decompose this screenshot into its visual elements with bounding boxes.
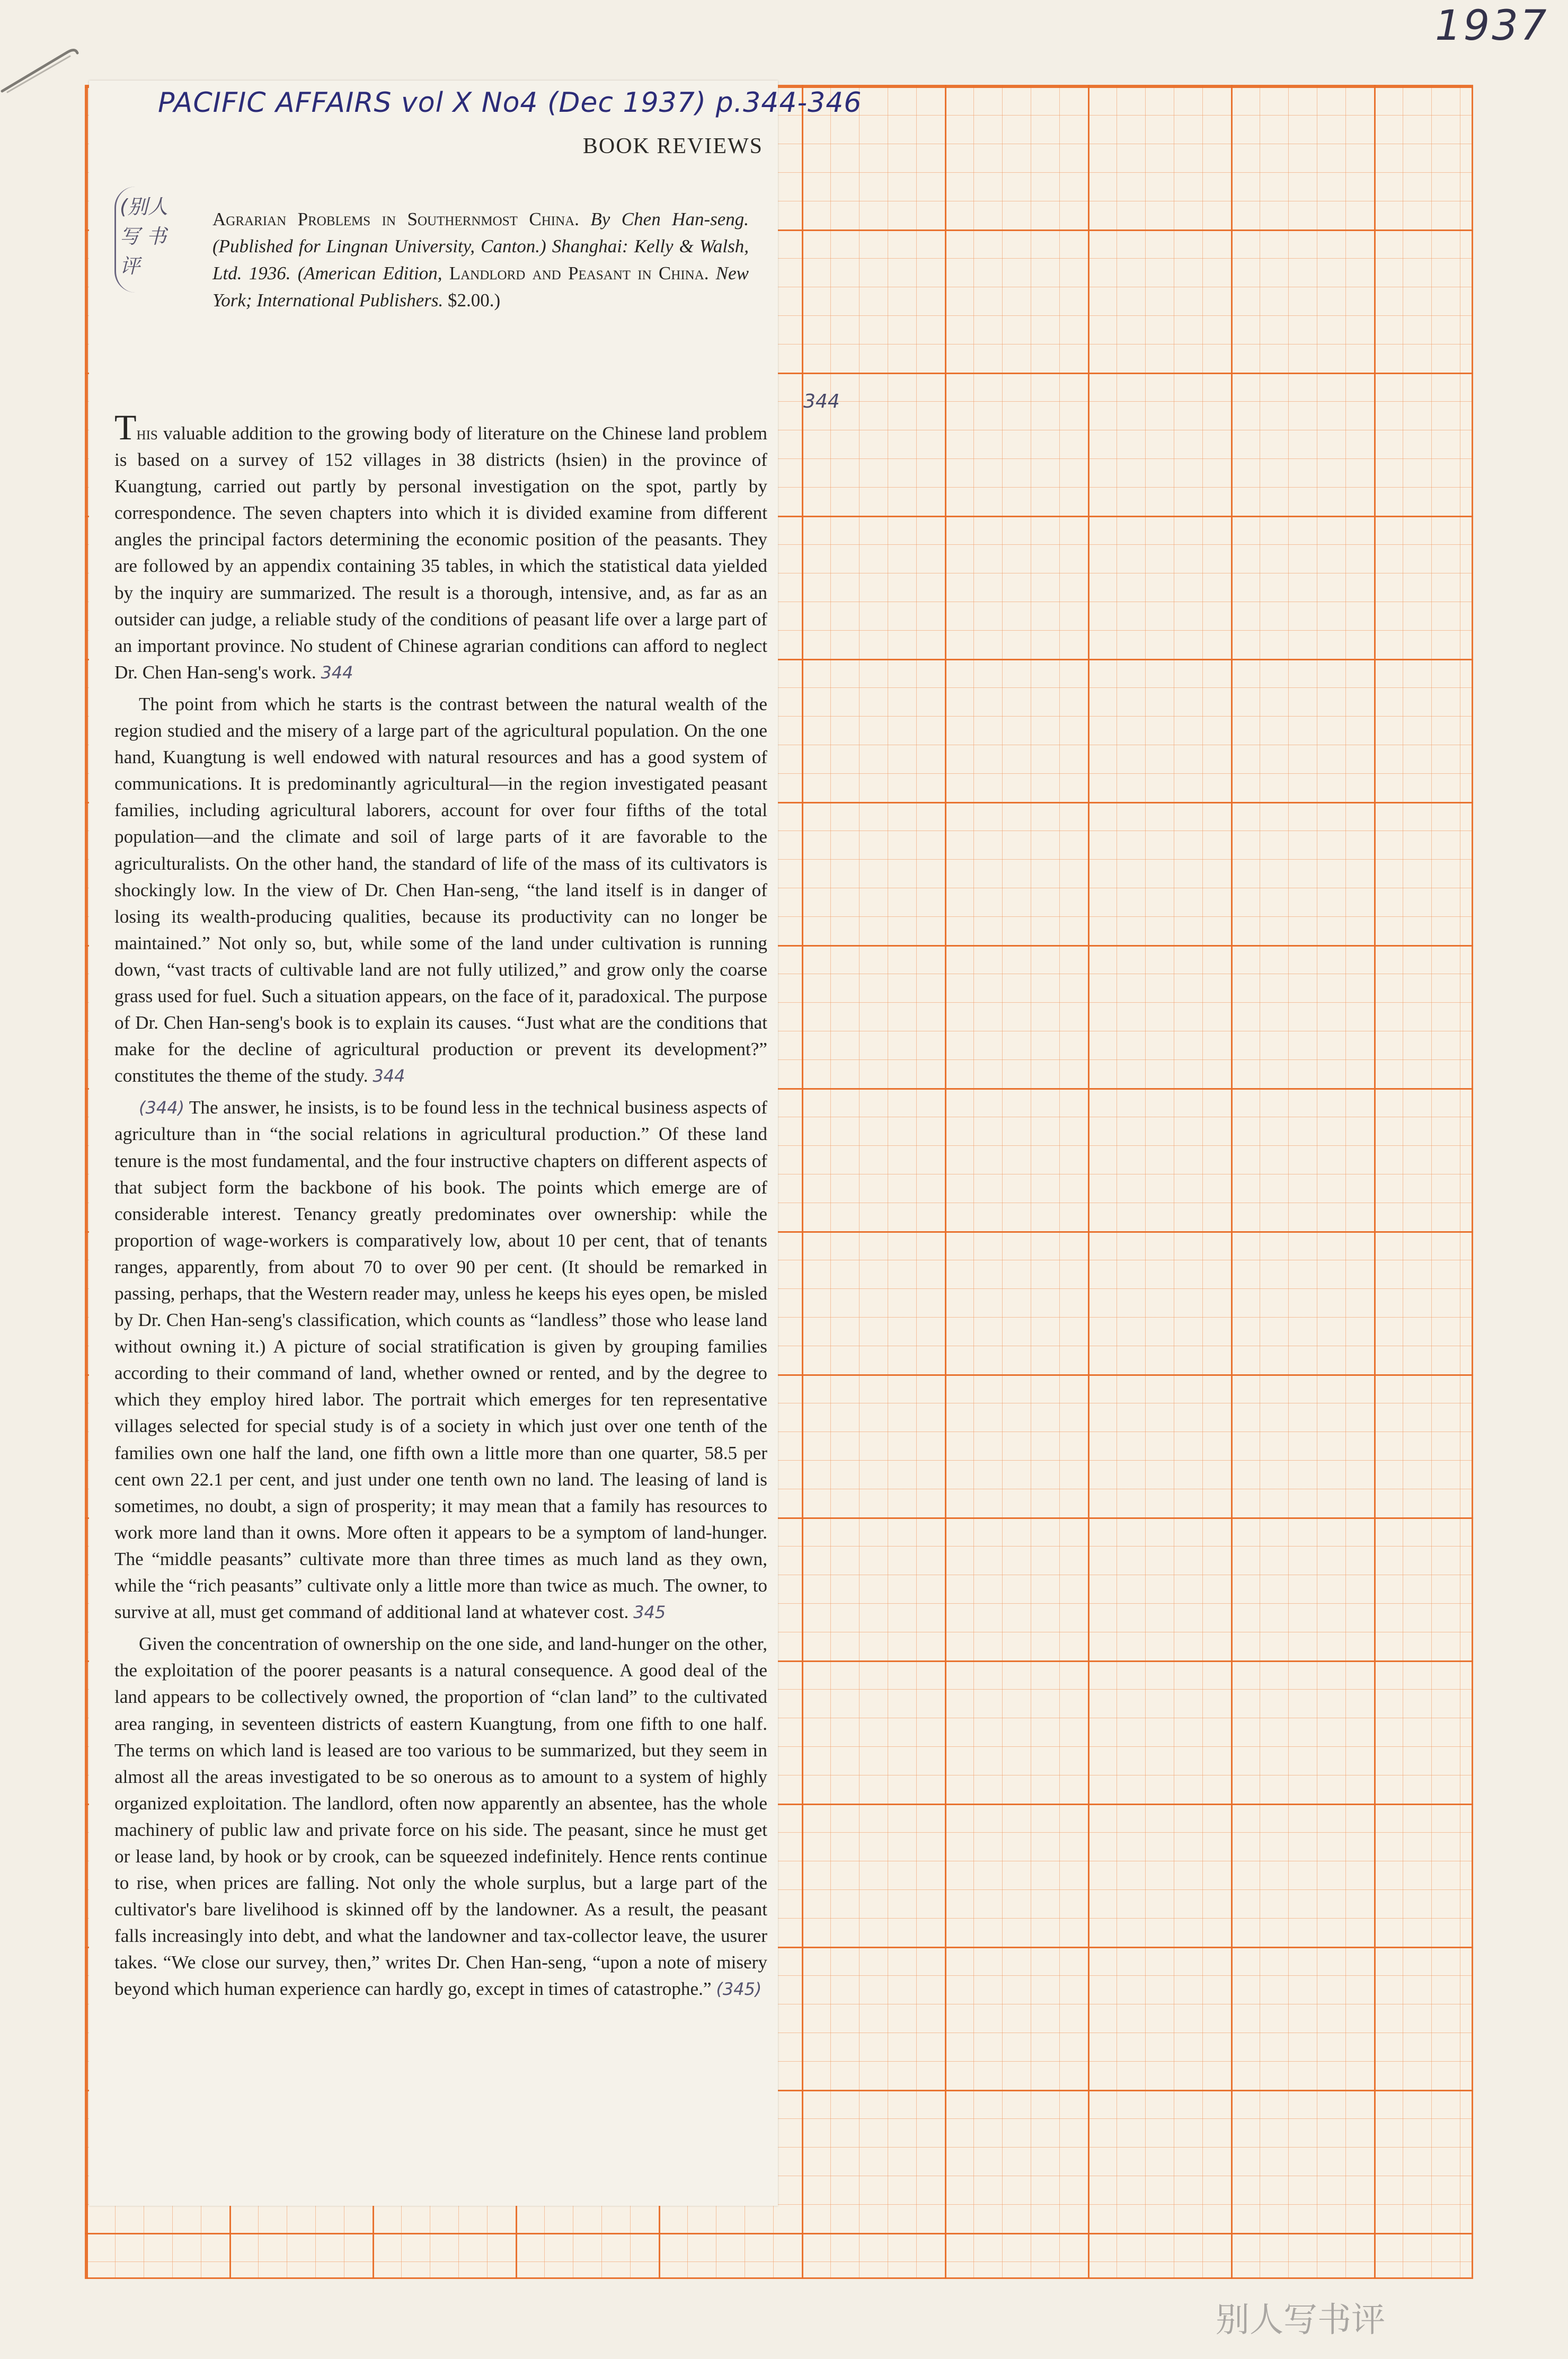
paragraph-4 — [114, 1631, 767, 2002]
section-title: BOOK REVIEWS — [582, 134, 763, 158]
book-title: Agrarian Problems in Southernmost China. — [212, 209, 579, 229]
bottom-note: 别人写书评 — [1216, 2301, 1385, 2340]
book-citation — [212, 206, 749, 314]
book-price: $2.00.) — [448, 290, 501, 311]
paperclip-icon — [0, 47, 79, 94]
margin-page-note: (344) — [139, 1098, 185, 1118]
citation-note: PACIFIC AFFAIRS vol X No4 (Dec 1937) p.344-346 — [158, 87, 862, 119]
lead-word: his — [136, 423, 158, 444]
clipping — [89, 81, 862, 2206]
paragraph-3 — [114, 1094, 767, 1625]
paragraph-text: valuable addition to the growing body of literature on the Chinese land problem is based on a survey of 152 villages in 38 districts (hsien) in the province of Kuangtung, carried out partly by personal investigation on the spot, partly by correspondence. The seven chapters into which it is divided examine from different angles the principal factors determining the economic position of the peasants. They are followed by an appendix containing 35 tables, in which the statistical data yielded by the inquiry are summarized. The result is a thorough, intensive, and, as far as an outsider can judge, a reliable study of the conditions of peasant life over a large part of an important province. No student of Chinese agrarian conditions can afford to neglect Dr. Chen Han-seng's work. — [114, 423, 767, 683]
page-note: (345) — [716, 1979, 762, 2000]
page-note: 344 — [373, 1066, 405, 1086]
review-body — [114, 407, 767, 2008]
margin-note: (别人 写 书评 — [120, 195, 168, 278]
page-note: 345 — [633, 1602, 666, 1623]
american-title: Landlord and Peasant in China. — [449, 263, 709, 284]
book-publisher: (Published for Lingnan University, Canton.) Shanghai: Kelly & Walsh, Ltd. 1936. (American Edition, — [212, 236, 749, 284]
american-publisher: New York; International Publishers. — [212, 263, 749, 311]
book-author: By Chen Han-seng. — [590, 209, 749, 229]
citation-page-note: 344 — [803, 391, 840, 412]
paragraph-2 — [114, 691, 767, 1089]
drop-cap: T — [114, 407, 137, 447]
paragraph-text: The point from which he starts is the contrast between the natural wealth of the region studied and the misery of a large part of the agricultural population. On the one hand, Kuangtung is well endowed with natural resources and has a good system of communications. It is predominantly agricultural—in the region investigated peasant families, including agricultural laborers, account for over four fifths of the total population—and the climate and soil of large parts of it are favorable to the agriculturalists. On the other hand, the standard of life of the mass of its cultivators is shockingly low. In the view of Dr. Chen Han-seng, “the land itself is in danger of losing its wealth-producing qualities, because its productivity can no longer be maintained.” Not only so, but, while some of the land under cultivation is running down, “vast tracts of cultivable land are not fully utilized,” and grow only the coarse grass used for fuel. Such a situation appears, on the face of it, paradoxical. The purpose of Dr. Chen Han-seng's book is to explain its causes. “Just what are the conditions that make for the decline of agricultural production or prevent its development?” constitutes the theme of the study. — [114, 693, 767, 1086]
paragraph-1 — [114, 407, 767, 686]
paragraph-text: The answer, he insists, is to be found less in the technical business aspects of agriculture than in “the social relations in agricultural production.” Of these land tenure is the most fundamental, and the four instructive chapters on different aspects of that subject form the backbone of his book. The points which emerge are of considerable interest. Tenancy greatly predominates over ownership: while the proportion of wage-workers is comparatively low, about 10 per cent, that of tenants ranges, apparently, from about 70 to over 90 per cent. (It should be remarked in passing, perhaps, that the Western reader may, unless he keeps his eyes open, be misled by Dr. Chen Han-seng's classification, which counts as “landless” those who lease land without owning it.) A picture of social stratification is given by grouping families according to their command of land, whether owned or rented, and by the degree to which they employ hired labor. The portrait which emerges for ten representative villages selected for special study is of a society in which just over one tenth of the families own one half the land, one fifth own a little more than one quarter, 58.5 per cent own 22.1 per cent, and just under one tenth own no land. The leasing of land is sometimes, no doubt, a sign of prosperity; it may mean that a family has resources to work more land than it owns. More often it appears to be a symptom of land-hunger. The “middle peasants” cultivate more than three times as much land as they own, while the “rich peasants” cultivate only a little more than twice as much. The owner, to survive at all, must get command of additional land at whatever cost. — [114, 1097, 767, 1623]
page-note: 344 — [321, 662, 353, 683]
paragraph-text: Given the concentration of ownership on the one side, and land-hunger on the other, the exploitation of the poorer peasants is a natural consequence. A good deal of the land appears to be collectively owned, the proportion of “clan land” to the cultivated area ranging, in seventeen districts of eastern Kuangtung, from one fifth to one half. The terms on which land is leased are too various to be summarized, but they seem in almost all the areas investigated to be so onerous as to amount to a system of highly organized exploitation. The landlord, often now apparently an absentee, has the whole machinery of public law and private force on his side. The peasant, since he must get or lease land, by hook or by crook, can be squeezed indefinitely. Hence rents continue to rise, when prices are falling. Not only the whole surplus, but a large part of the cultivator's bare livelihood is skinned off by the landowner. As a result, the peasant falls increasingly into debt, and what the landowner and tax-collector leave, the usurer takes. “We close our survey, then,” writes Dr. Chen Han-seng, “upon a note of misery beyond which human experience can hardly go, except in times of catastrophe.” — [114, 1633, 767, 2000]
year-note: 1937 — [1435, 2, 1549, 50]
